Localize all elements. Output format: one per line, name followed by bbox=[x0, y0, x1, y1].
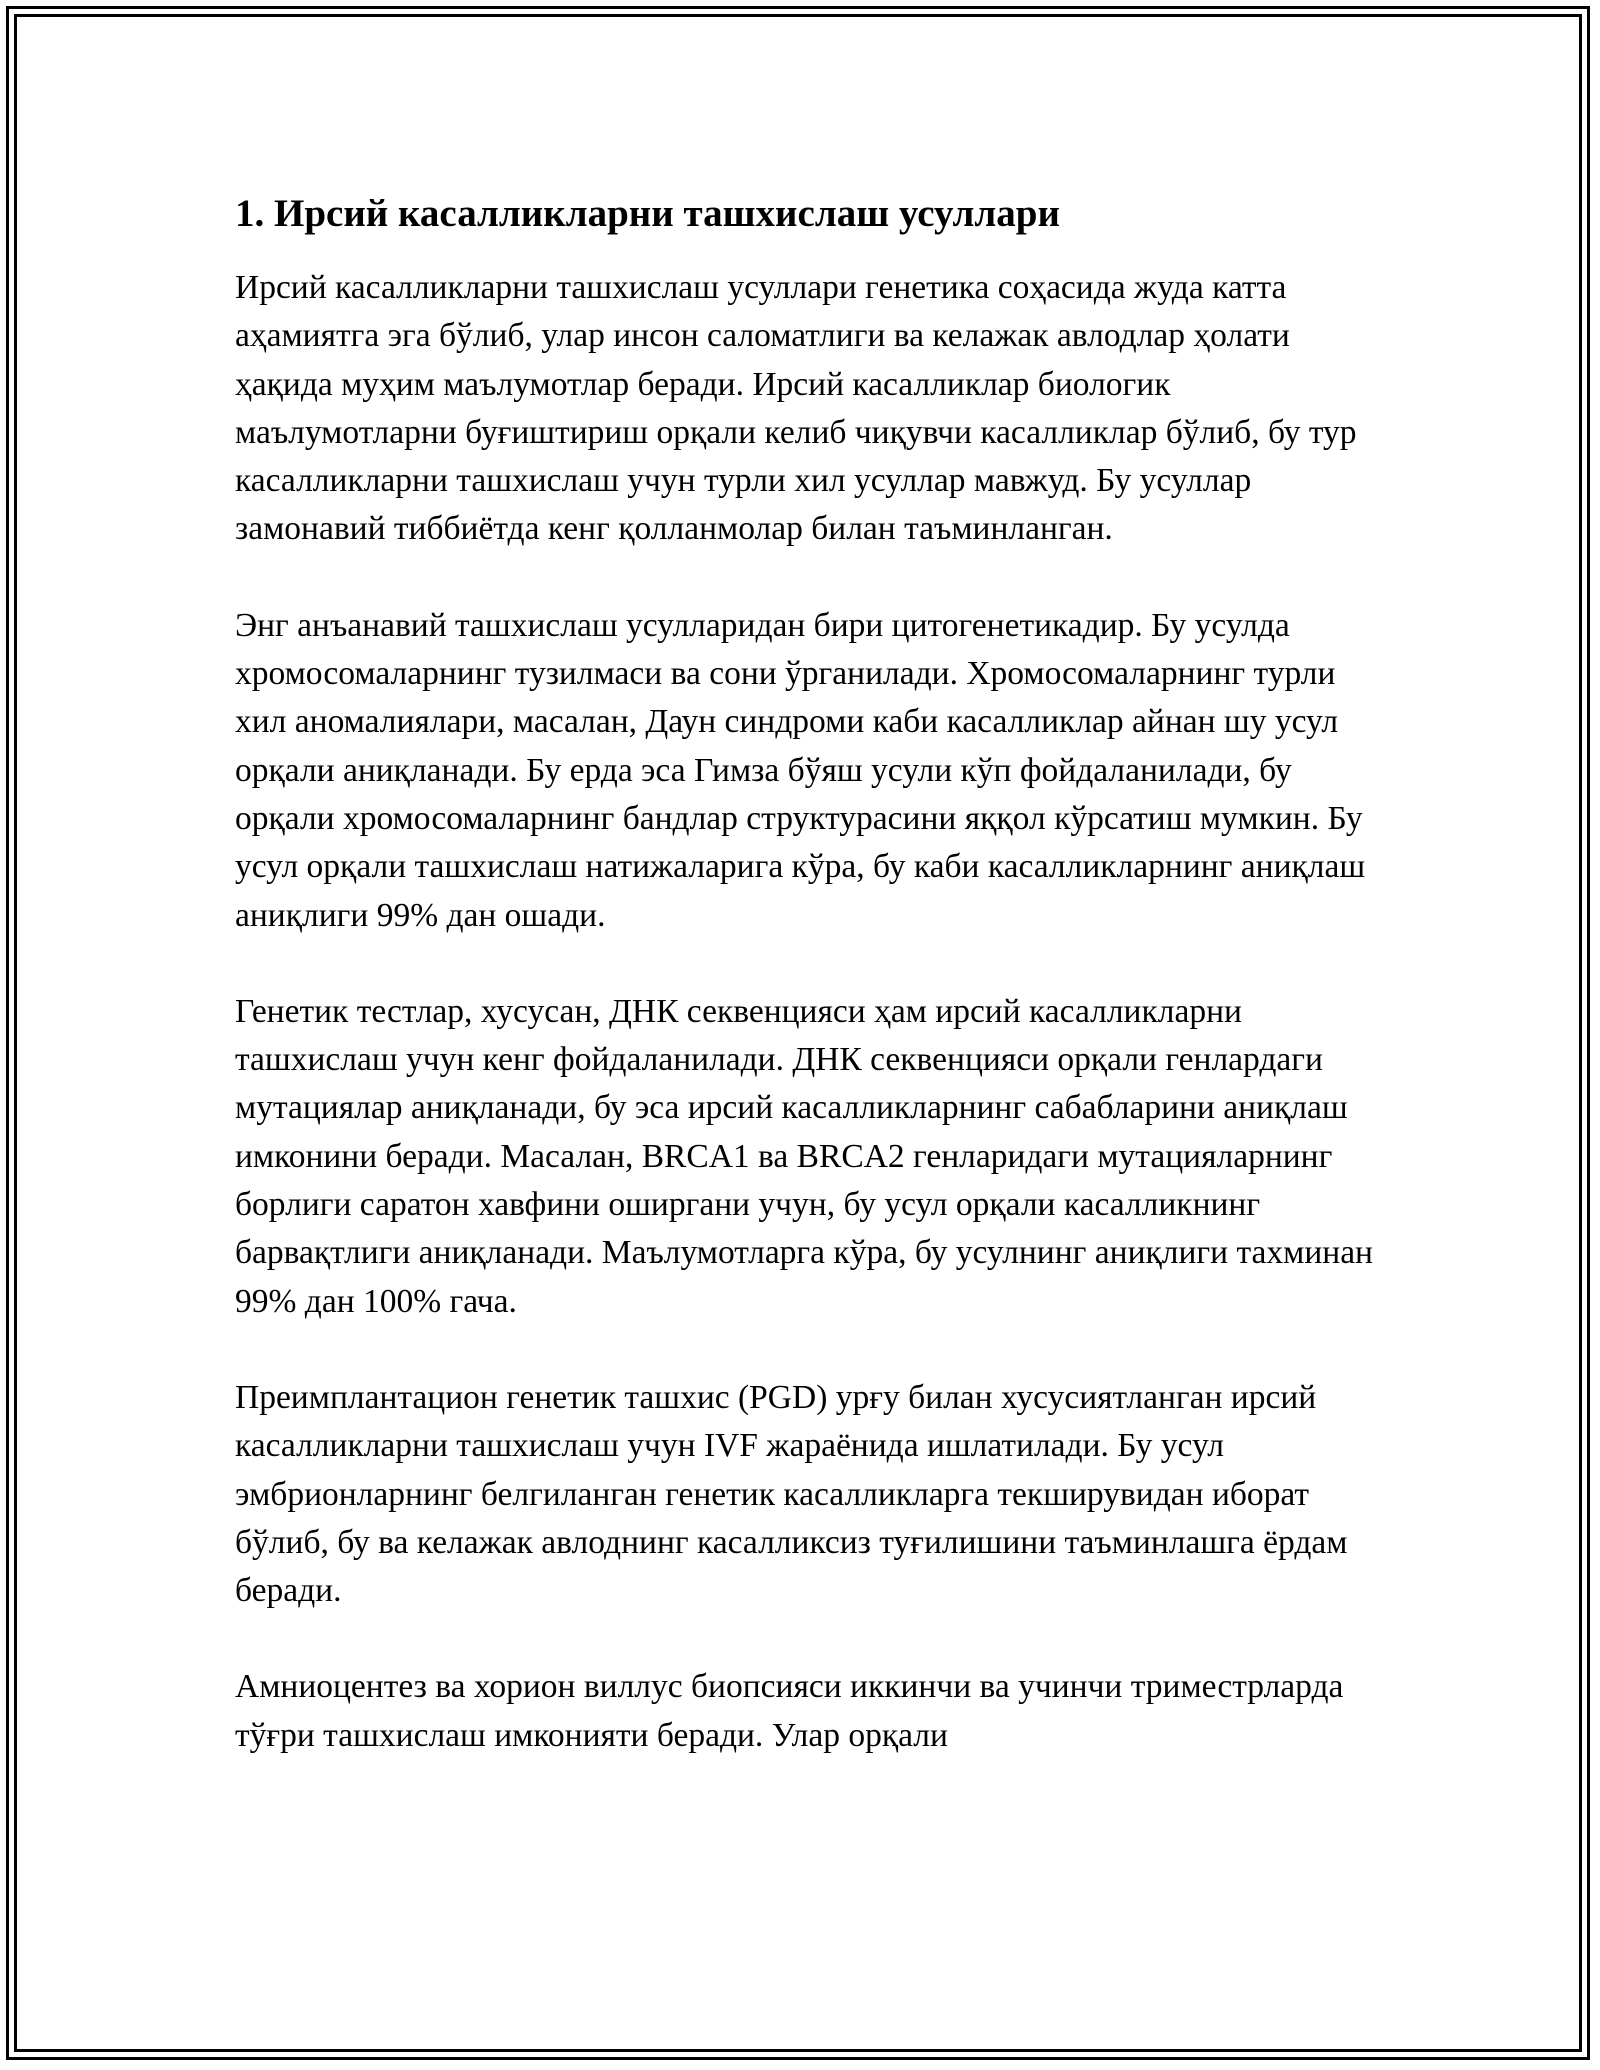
document-body bbox=[235, 186, 1375, 1808]
paragraph-5: Амниоцентез ва хорион виллус биопсияси иккинчи ва учинчи триместрларда тўғри ташхислаш имконияти беради. Улар орқали bbox=[235, 1668, 1344, 1754]
paragraph-1: Ирсий касалликларни ташхислаш усуллари генетика соҳасида жуда катта аҳамиятга эга бўлиб, улар инсон саломатлиги ва келажак авлодлар ҳолати ҳақида муҳим маълумотлар беради. Ирсий касалликлар биологик маълумотларни буғиштириш орқали келиб чиқувчи касалликлар бўлиб, бу тур касалликларни ташхислаш учун турли хил усуллар мавжуд. Бу усуллар замонавий тиббиётда кенг қолланмолар билан таъминланган. bbox=[235, 269, 1357, 548]
paragraph-3: Генетик тестлар, хусусан, ДНК секвенцияси ҳам ирсий касалликларни ташхислаш учун кенг фойдаланилади. ДНК секвенцияси орқали генлардаги мутациялар аниқланади, бу эса ирсий касалликларнинг сабабларини аниқлаш имконини беради. Масалан, BRCA1 ва BRCA2 генларидаги мутацияларнинг борлиги саратон хавфини оширгани учун, бу усул орқали касалликнинг барвақтлиги аниқланади. Маълумотларга кўра, бу усулнинг аниқлиги тахминан 99% дан 100% гача. bbox=[235, 992, 1373, 1320]
section-heading: 1. Ирсий касалликларни ташхислаш усуллари bbox=[235, 192, 1060, 235]
paragraph-2: Энг анъанавий ташхислаш усулларидан бири цитогенетикадир. Бу усулда хромосомаларнинг тузилмаси ва сони ўрганилади. Хромосомаларнинг турли хил аномалиялари, масалан, Даун синдроми каби касалликлар айнан шу усул орқали аниқланади. Бу ерда эса Гимза бўяш усули кўп фойдаланилади, бу орқали хромосомаларнинг бандлар структурасини яққол кўрсатиш мумкин. Бу усул орқали ташхислаш натижаларига кўра, бу каби касалликларнинг аниқлаш аниқлиги 99% дан ошади. bbox=[235, 606, 1366, 934]
paragraph-4: Преимплантацион генетик ташхис (PGD) урғу билан хусусиятланган ирсий касалликларни ташхислаш учун IVF жараёнида ишлатилади. Бу усул эмбрионларнинг белгиланган генетик касалликларга текширувидан иборат бўлиб, бу ва келажак авлоднинг касалликсиз туғилишини таъминлашга ёрдам беради. bbox=[235, 1378, 1348, 1610]
